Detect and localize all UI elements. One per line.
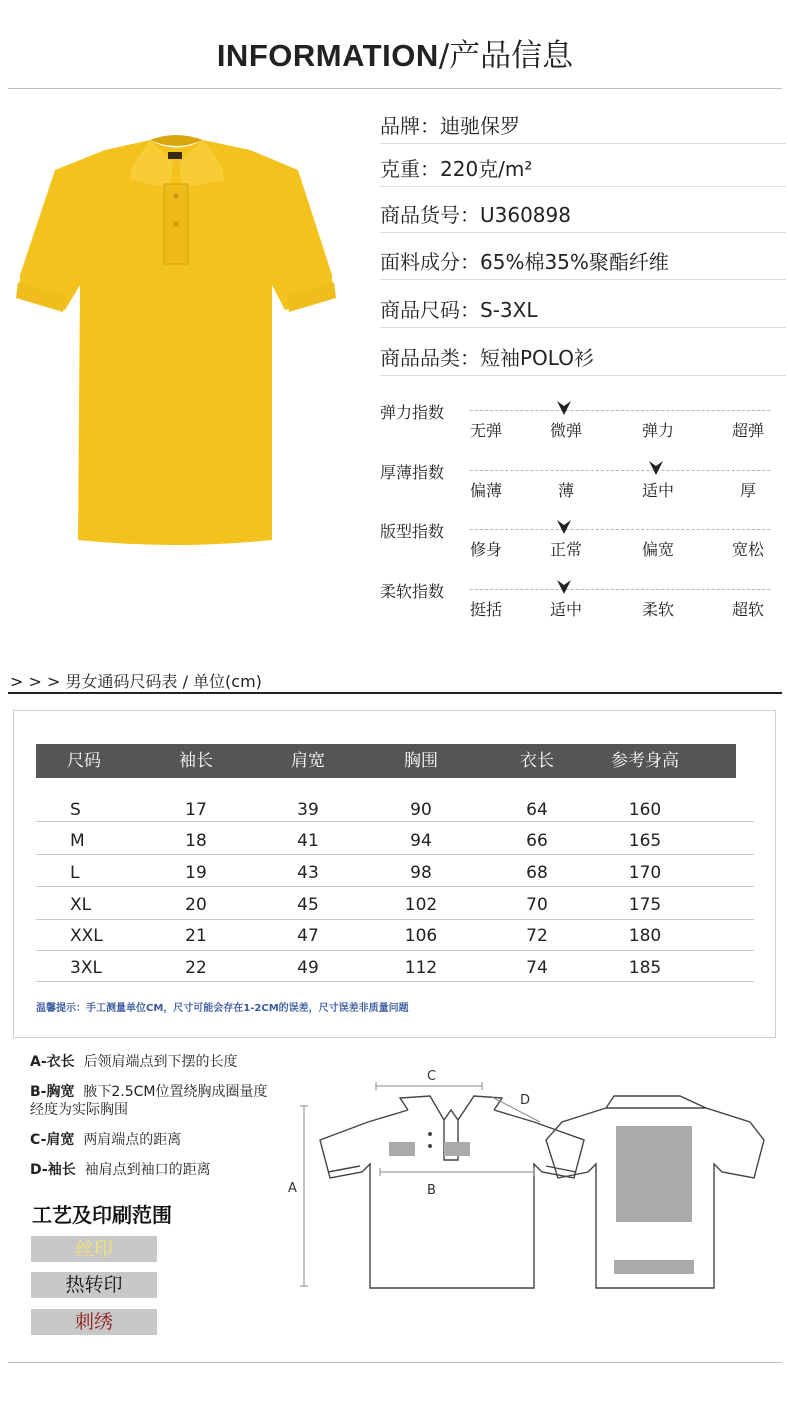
index-option: 挺括 [469,600,502,619]
info-divider [380,232,786,233]
button [174,194,179,199]
measure-c: C-肩宽 两肩端点的距离 [30,1132,182,1148]
info-divider [380,375,786,376]
column-header: 胸围 [404,751,438,771]
title-cn: /产品信息 [438,38,574,74]
table-cell: 180 [628,926,662,946]
measurement-diagram [284,1060,774,1300]
table-cell: 17 [185,800,207,820]
table-cell: L [70,863,80,883]
label-a: A [288,1181,297,1196]
index-option: 厚 [739,481,756,500]
table-row-line [36,950,754,951]
table-cell: 74 [526,958,548,978]
index-marker-icon [649,461,663,475]
table-cell: 90 [410,800,432,820]
table-cell: 170 [628,863,662,883]
column-header: 参考身高 [611,751,679,771]
index-option: 修身 [469,540,502,559]
table-cell: 68 [526,863,548,883]
table-cell: 64 [526,800,548,820]
label-c: C [427,1069,437,1084]
index-option: 偏薄 [469,481,502,500]
table-cell: 102 [404,895,438,915]
size-table-title: > > > 男女通码尺码表 / 单位(cm) [10,672,262,691]
index-marker-icon [557,520,571,534]
table-cell: 72 [526,926,548,946]
table-row-line [36,981,754,982]
table-cell: 21 [185,926,207,946]
table-cell: 160 [628,800,662,820]
table-cell: 98 [410,863,432,883]
index-option: 超软 [731,600,764,619]
table-cell: 3XL [70,958,102,978]
button [174,222,179,227]
neck-label [168,152,182,159]
table-row-line [36,919,754,920]
index-option: 弹力 [641,421,674,440]
table-cell: 22 [185,958,207,978]
index-scale [470,470,770,471]
table-row-line [36,854,754,855]
craft-heat-transfer: 热转印 [31,1272,157,1298]
info-divider [380,186,786,187]
table-cell: 185 [628,958,662,978]
table-cell: 19 [185,863,207,883]
size-note: 温馨提示：手工测量单位CM，尺寸可能会存在1-2CM的误差，尺寸误差非质量问题 [36,1003,409,1014]
table-cell: 106 [404,926,438,946]
info-divider [380,143,786,144]
table-cell: XL [70,895,92,915]
index-marker-icon [557,401,571,415]
craft-silk-screen: 丝印 [31,1236,157,1262]
index-option: 偏宽 [641,540,674,559]
index-label: 厚薄指数 [380,463,445,482]
index-option: 宽松 [731,540,764,559]
index-option: 薄 [557,481,574,500]
divider [8,692,782,694]
index-option: 正常 [549,540,582,559]
info-row: 商品货号：U360898 [380,203,571,227]
product-image [10,100,340,560]
page-title [0,30,790,75]
index-scale [470,529,770,530]
table-cell: 94 [410,831,432,851]
divider [8,88,782,89]
column-header: 衣长 [520,751,554,771]
table-cell: 43 [297,863,319,883]
column-header: 肩宽 [291,751,325,771]
label-b: B [427,1183,436,1198]
index-scale [470,410,770,411]
table-cell: M [70,831,85,851]
info-row: 品牌：迪驰保罗 [380,114,520,138]
label-d: D [520,1093,531,1108]
info-row: 克重：220克/m² [380,157,533,181]
table-cell: XXL [70,926,103,946]
column-header: 尺码 [67,751,101,771]
index-label: 柔软指数 [380,582,445,601]
info-row: 面料成分：65%棉35%聚酯纤维 [380,250,669,274]
divider [8,1362,782,1363]
index-option: 微弹 [549,421,582,440]
table-cell: 47 [297,926,319,946]
index-label: 版型指数 [380,522,445,541]
table-cell: 66 [526,831,548,851]
info-row: 商品尺码：S-3XL [380,298,538,322]
index-option: 适中 [549,600,582,619]
table-row-line [36,821,754,822]
index-label: 弹力指数 [380,403,445,422]
measure-b: B-胸宽 腋下2.5CM位置绕胸成圈量度经度为实际胸围 [30,1084,268,1118]
index-scale [470,589,770,590]
info-divider [380,327,786,328]
index-option: 柔软 [641,600,674,619]
craft-title: 工艺及印刷范围 [32,1203,172,1227]
measure-a: A-衣长 后领肩端点到下摆的长度 [30,1054,238,1070]
table-cell: 45 [297,895,319,915]
index-option: 适中 [641,481,674,500]
index-marker-icon [557,580,571,594]
table-cell: 49 [297,958,319,978]
table-cell: 175 [628,895,662,915]
table-cell: 41 [297,831,319,851]
table-cell: 165 [628,831,662,851]
table-cell: S [70,800,81,820]
table-row-line [36,886,754,887]
table-cell: 112 [404,958,438,978]
info-row: 商品品类：短袖POLO衫 [380,346,594,370]
table-cell: 18 [185,831,207,851]
info-divider [380,279,786,280]
table-cell: 70 [526,895,548,915]
index-option: 无弹 [469,421,502,440]
table-cell: 20 [185,895,207,915]
title-en: INFORMATION [216,38,439,73]
table-cell: 39 [297,800,319,820]
column-header: 袖长 [179,751,213,771]
measure-d: D-袖长 袖肩点到袖口的距离 [30,1162,211,1178]
craft-embroidery: 刺绣 [31,1309,157,1335]
index-option: 超弹 [731,421,764,440]
